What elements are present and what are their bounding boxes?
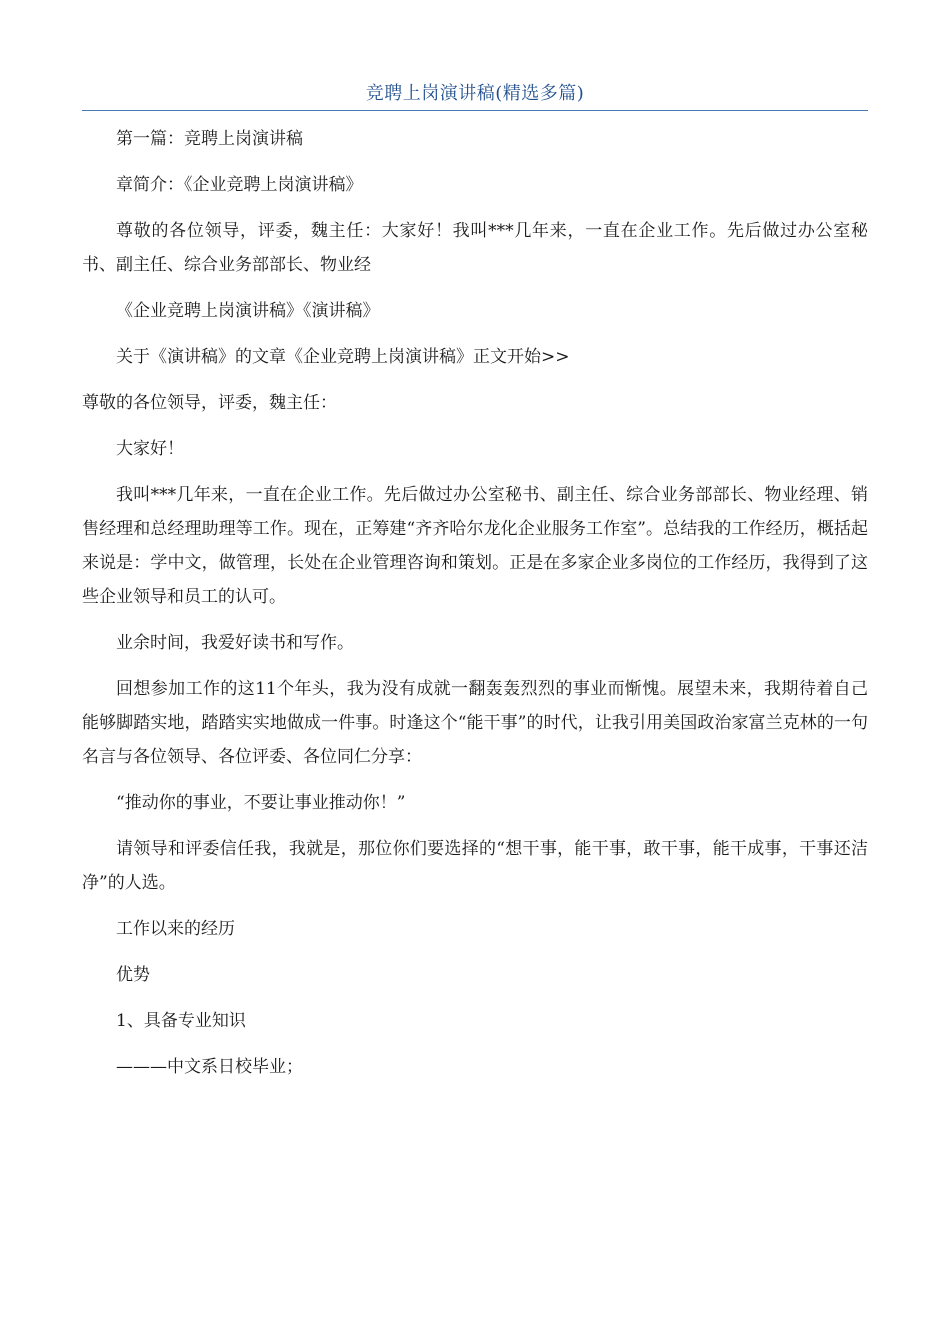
paragraph: 第一篇：竞聘上岗演讲稿 — [116, 129, 303, 149]
paragraph: 工作以来的经历 — [116, 919, 235, 939]
paragraph: 我叫***几年来，一直在企业工作。先后做过办公室秘书、副主任、综合业务部部长、物业经理、销售经理和总经理助理等工作。现在，正筹建“齐齐哈尔龙化企业服务工作室”。总结我的工作经历，概括起来说是：学中文，做管理，长处在企业管理咨询和策划。正是在多家企业多岗位的工作经历，我得到了这些企业领导和员工的认可。 — [82, 485, 868, 607]
paragraph: 回想参加工作的这11个年头，我为没有成就一翻轰轰烈烈的事业而惭愧。展望未来，我期待着自己能够脚踏实地，踏踏实实地做成一件事。时逢这个“能干事”的时代，让我引用美国政治家富兰克林的一句名言与各位领导、各位评委、各位同仁分享： — [82, 679, 868, 767]
paragraph: 《企业竞聘上岗演讲稿》《演讲稿》 — [116, 301, 380, 321]
paragraph: 尊敬的各位领导，评委，魏主任：大家好！我叫***几年来，一直在企业工作。先后做过办公室秘书、副主任、综合业务部部长、物业经 — [82, 221, 868, 275]
document-title: 竞聘上岗演讲稿(精选多篇) — [365, 83, 585, 104]
paragraph: 尊敬的各位领导，评委，魏主任： — [82, 393, 337, 413]
document-body — [82, 122, 868, 1084]
document-header — [82, 82, 868, 111]
paragraph: 优势 — [116, 965, 150, 985]
paragraph: “推动你的事业，不要让事业推动你！” — [116, 793, 406, 813]
paragraph: 1、具备专业知识 — [116, 1011, 246, 1031]
paragraph: 关于《演讲稿》的文章《企业竞聘上岗演讲稿》正文开始>> — [116, 347, 570, 367]
paragraph: 请领导和评委信任我，我就是，那位你们要选择的“想干事，能干事，敢干事，能干成事，干事还洁净”的人选。 — [82, 839, 868, 893]
paragraph: 章简介：《企业竞聘上岗演讲稿》 — [116, 175, 363, 195]
paragraph: 大家好！ — [116, 439, 184, 459]
paragraph: 业余时间，我爱好读书和写作。 — [116, 633, 354, 653]
paragraph: ———中文系日校毕业； — [116, 1057, 303, 1077]
